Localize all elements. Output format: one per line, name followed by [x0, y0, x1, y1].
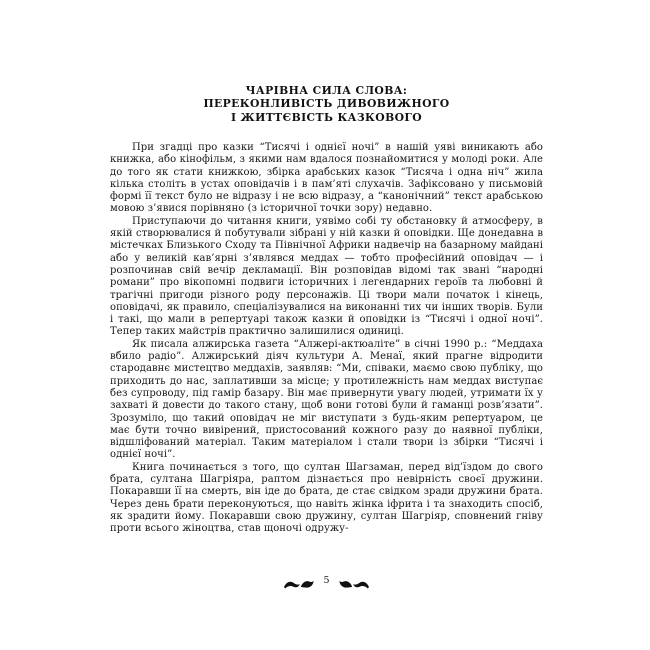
page-footer: [110, 575, 543, 591]
body-paragraph: Приступаючи до читання книги, уявімо собі ту обстановку й атмосферу, в якій створювалися й побутували зібрані у ній казки й оповідки. Ще донедавна в містечках Близького Сходу та Північної Африки надвечір на базарному майдані або у великій кав’ярні з’являвся меддах — тобто професійний оповідач — і розпочинав свій вечір декламації. Він розповідав відомі так звані “народні романи” про вікопомні подвиги історичних і легендарних героїв та любовні й трагічні пригоди різного роду персонажів. Ці твори мали початок і кінець, оповідачі, як правило, спеціалізувалися на виконанні тих чи інших творів. Були і такі, що мали в репертуарі також казки й оповідки із “Тисячі і одної ночі”. Тепер таких майстрів практично залишилися одиниці.: [110, 215, 543, 338]
chapter-title-line-3: І ЖИТТЄВІСТЬ КАЗКОВОГО: [230, 110, 423, 124]
body-text: [110, 142, 543, 536]
body-paragraph: Книга починається з того, що султан Шагзаман, перед від’їздом до свого брата, султана Шагріяра, раптом дізнається про невірність своєї дружини. Покаравши її на смерть, він іде до брата, де стає свідком зради дружини брата. Через день брати переконуються, що навіть жінка іфрита і та знаходить спосіб, як зрадити йому. Покаравши свою дружину, султан Шагріяр, сповнений гніву проти всього жіноцтва, став щоночі одружу-: [110, 461, 543, 535]
chapter-title: [110, 84, 543, 124]
swash-flourish-right-icon: [339, 578, 369, 591]
chapter-title-line-1: ЧАРІВНА СИЛА СЛОВА:: [245, 84, 408, 97]
chapter-title-line-2: ПЕРЕКОНЛИВІСТЬ ДИВОВИЖНОГО: [203, 97, 450, 111]
body-paragraph: Як писала алжирська газета “Алжері-актюаліте” в січні 1990 р.: “Меддаха вбило радіо”. Алжирський діяч культури А. Менаї, який прагне відродити стародавнє мистецтво меддахів, заявляв: “Ми, співаки, маємо свою публіку, що приходить до нас, заплативши за місце; у протилежність нам меддах виступає без супроводу, під гамір базару. Він має привернути увагу людей, утримати їх у захваті й довести до такого стану, щоб вони готові були й гаманці розв’язати”. Зрозуміло, що такий оповідач не міг виступати з будь-яким репертуаром, це має бути точно вивірений, пристосований кожного разу до наявної публіки, відшліфований матеріал. Таким матеріалом і стали твори із збірки “Тисячі і однієї ночі”.: [110, 338, 543, 461]
swash-flourish-left-icon: [284, 578, 314, 591]
page-number: 5: [323, 575, 330, 586]
body-paragraph: При згадці про казки “Тисячі і однієї ночі” в нашій уяві виникають або книжка, або кінофільм, з якими нам вдалося познайомитися у молоді роки. Але до того як стати книжкою, збірка арабських казок “Тисяча і одна ніч” жила кілька століть в устах оповідачів і в пам’яті слухачів. Зафіксовано у письмовій формі її текст було не відразу і не всю відразу, а “канонічний” текст арабською мовою з’явися порівняно (з історичної точки зору) недавно.: [110, 142, 543, 215]
